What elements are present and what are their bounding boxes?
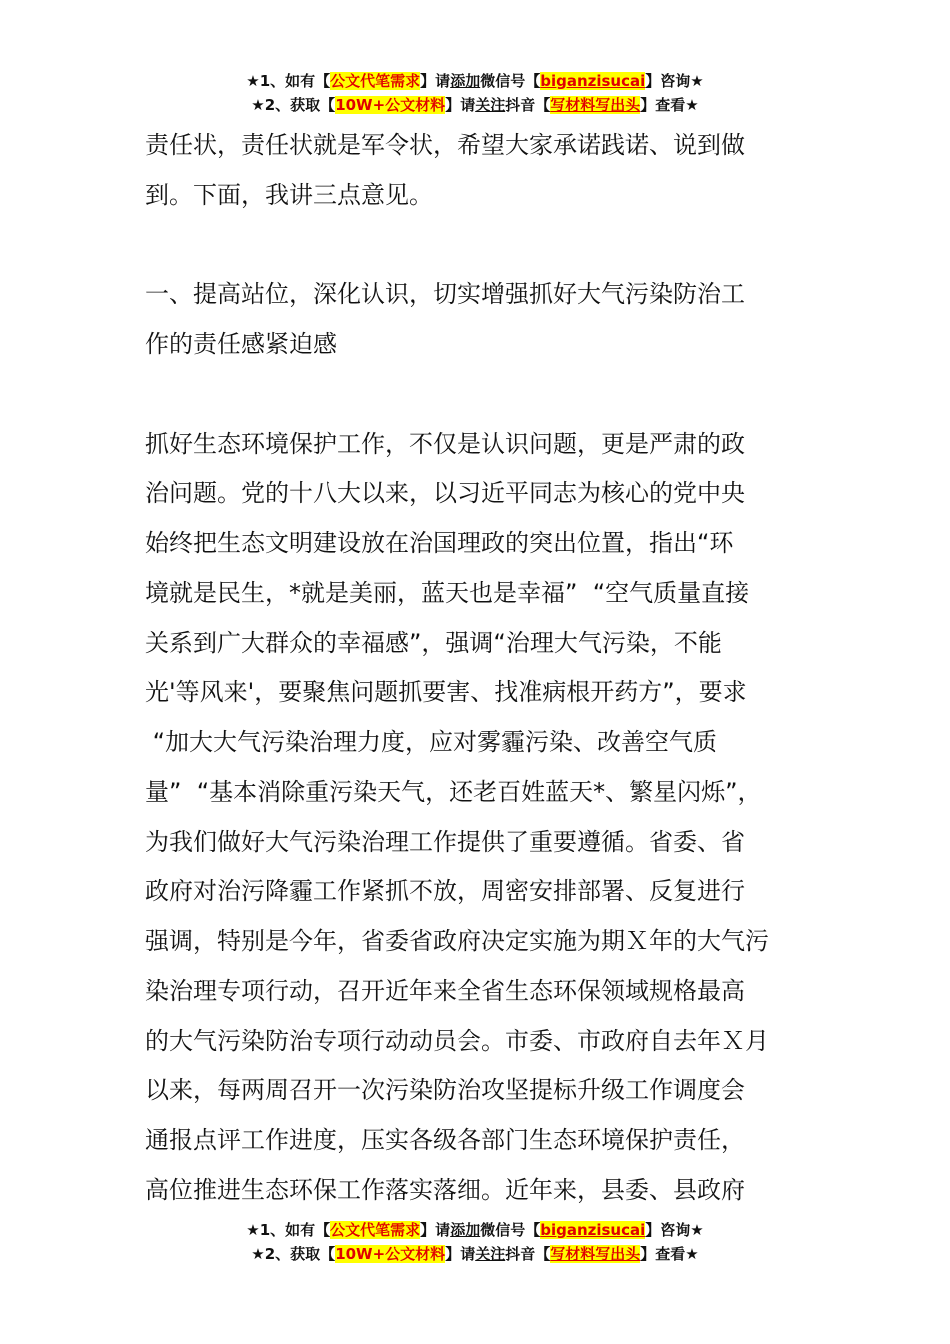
banner-text: 微信号【 — [480, 72, 541, 90]
banner-line-1 — [0, 69, 950, 93]
body-text-line: 染治理专项行动，召开近年来全省生态环保领域规格最高 — [145, 976, 745, 1005]
douyin-id: 写材料写出头 — [550, 96, 641, 114]
banner-line-2 — [0, 1242, 950, 1266]
body-text-line: 关系到广大群众的幸福感”，强调“治理大气污染，不能 — [145, 628, 722, 657]
body-text-line: 以来，每两周召开一次污染防治攻坚提标升级工作调度会 — [145, 1076, 745, 1105]
banner-line-1 — [0, 1218, 950, 1242]
banner-text: 抖音【 — [505, 96, 551, 114]
banner-text: 】请 — [420, 1221, 451, 1239]
banner-text: 微信号【 — [480, 1221, 541, 1239]
wechat-id: biganzisucai — [540, 72, 646, 90]
banner-text: ★2、获取【 — [251, 96, 336, 114]
body-text-line: 量” “基本消除重污染天气，还老百姓蓝天*、繁星闪烁”， — [145, 777, 762, 806]
wechat-id: biganzisucai — [540, 1221, 646, 1239]
body-text-line: 政府对治污降霾工作紧抓不放，周密安排部署、反复进行 — [145, 877, 745, 906]
body-text-line: 的大气污染防治专项行动动员会。市委、市政府自去年Ｘ月 — [145, 1026, 769, 1055]
body-text-line: 高位推进生态环保工作落实落细。近年来，县委、县政府 — [145, 1175, 745, 1204]
banner-text: 】咨询★ — [645, 72, 704, 90]
header-banner — [0, 69, 950, 117]
section-heading-line: 作的责任感紧迫感 — [145, 330, 337, 358]
section-heading-line: 一、提高站位，深化认识，切实增强抓好大气污染防治工 — [145, 280, 745, 309]
banner-highlight: 公文代笔需求 — [330, 72, 421, 90]
banner-text: ★2、获取【 — [251, 1245, 336, 1263]
body-text-line: 强调，特别是今年，省委省政府决定实施为期Ｘ年的大气污 — [145, 927, 769, 955]
body-text-line: 到。下面，我讲三点意见。 — [145, 180, 433, 209]
body-text-line: 抓好生态环境保护工作，不仅是认识问题，更是严肃的政 — [145, 429, 745, 458]
banner-text: 】请 — [445, 1245, 476, 1263]
banner-text: 抖音【 — [505, 1245, 551, 1263]
banner-text: 】咨询★ — [645, 1221, 704, 1239]
banner-highlight: 公文代笔需求 — [330, 1221, 421, 1239]
body-text-line: 为我们做好大气污染治理工作提供了重要遵循。省委、省 — [145, 827, 745, 856]
body-text-line: 责任状，责任状就是军令状，希望大家承诺践诺、说到做 — [145, 131, 745, 159]
footer-banner — [0, 1218, 950, 1266]
banner-highlight: 10W+公文材料 — [335, 96, 446, 114]
body-text-line: 通报点评工作进度，压实各级各部门生态环境保护责任， — [145, 1126, 745, 1154]
body-text-line: 始终把生态文明建设放在治国理政的突出位置，指出“环 — [145, 529, 734, 557]
banner-text: ★1、如有【 — [246, 72, 331, 90]
banner-text: 】请 — [420, 72, 451, 90]
banner-line-2 — [0, 93, 950, 117]
banner-text: ★1、如有【 — [246, 1221, 331, 1239]
douyin-id: 写材料写出头 — [550, 1245, 641, 1263]
body-text-line: 境就是民生，*就是美丽，蓝天也是幸福” “空气质量直接 — [145, 578, 750, 607]
body-text-line: 光'等风来'，要聚焦问题抓要害、找准病根开药方”，要求 — [145, 678, 747, 707]
banner-highlight: 10W+公文材料 — [335, 1245, 446, 1263]
banner-underline: 关注 — [475, 1245, 506, 1263]
banner-underline: 关注 — [475, 96, 506, 114]
banner-text: 】查看★ — [640, 1245, 699, 1263]
banner-text: 】请 — [445, 96, 476, 114]
banner-text: 】查看★ — [640, 96, 699, 114]
body-text-line: 治问题。党的十八大以来，以习近平同志为核心的党中央 — [145, 479, 745, 508]
banner-underline: 添加 — [450, 72, 481, 90]
banner-underline: 添加 — [450, 1221, 481, 1239]
body-text-line: “加大大气污染治理力度，应对雾霾污染、改善空气质 — [145, 728, 718, 756]
